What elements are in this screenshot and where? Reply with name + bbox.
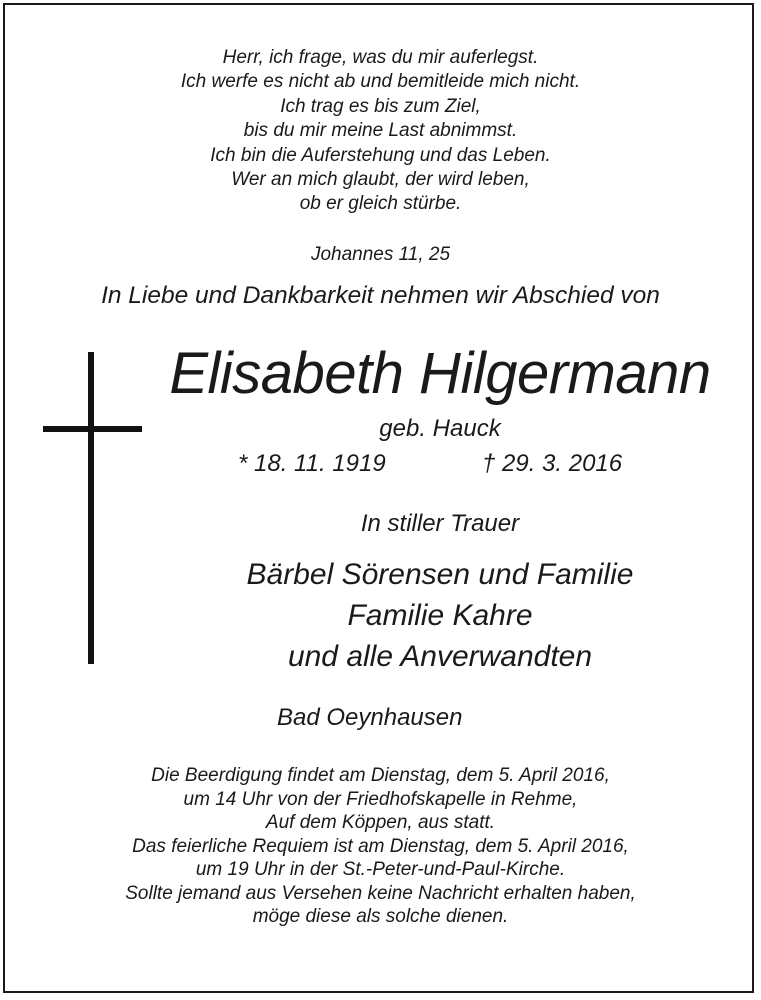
farewell-intro: In Liebe und Dankbarkeit nehmen wir Abschied von	[101, 282, 660, 309]
mourner-line: und alle Anverwandten	[287, 640, 593, 673]
birth-name: geb. Hauck	[379, 415, 501, 442]
info-line: um 19 Uhr in der St.-Peter-und-Paul-Kirche.	[195, 859, 566, 880]
verse-line: Wer an mich glaubt, der wird leben,	[231, 169, 530, 191]
info-line: um 14 Uhr von der Friedhofskapelle in Rehme,	[183, 788, 578, 810]
info-line: Sollte jemand aus Versehen keine Nachricht erhalten haben,	[125, 882, 636, 904]
cross-icon	[88, 352, 94, 664]
death-date: † 29. 3. 2016	[482, 450, 623, 477]
birth-date: * 18. 11. 1919	[238, 450, 386, 477]
info-line: Das feierliche Requiem ist am Dienstag, dem 5. April 2016,	[132, 835, 629, 857]
verse-reference: Johannes 11, 25	[310, 244, 451, 265]
info-line: Die Beerdigung findet am Dienstag, dem 5. April 2016,	[151, 765, 610, 786]
info-line: möge diese als solche dienen.	[252, 906, 509, 927]
mourner-line: Bärbel Sörensen und Familie	[246, 558, 634, 591]
deceased-name: Elisabeth Hilgermann	[169, 341, 711, 406]
verse-line: Herr, ich frage, was du mir auferlegst.	[222, 47, 539, 68]
funeral-info	[0, 764, 761, 929]
verse-line: bis du mir meine Last abnimmst.	[243, 120, 518, 142]
verse-line: Ich werfe es nicht ab und bemitleide mich nicht.	[180, 71, 581, 93]
info-line: Auf dem Köppen, aus statt.	[265, 812, 496, 833]
place: Bad Oeynhausen	[277, 704, 463, 731]
verse-line: Ich trag es bis zum Ziel,	[280, 95, 481, 117]
mourners-list	[120, 554, 760, 677]
mourner-line: Familie Kahre	[347, 599, 533, 632]
mourning-label: In stiller Trauer	[360, 510, 520, 537]
bible-verse	[0, 46, 761, 217]
verse-line: Ich bin die Auferstehung und das Leben.	[210, 144, 551, 166]
verse-line: ob er gleich stürbe.	[299, 193, 462, 215]
